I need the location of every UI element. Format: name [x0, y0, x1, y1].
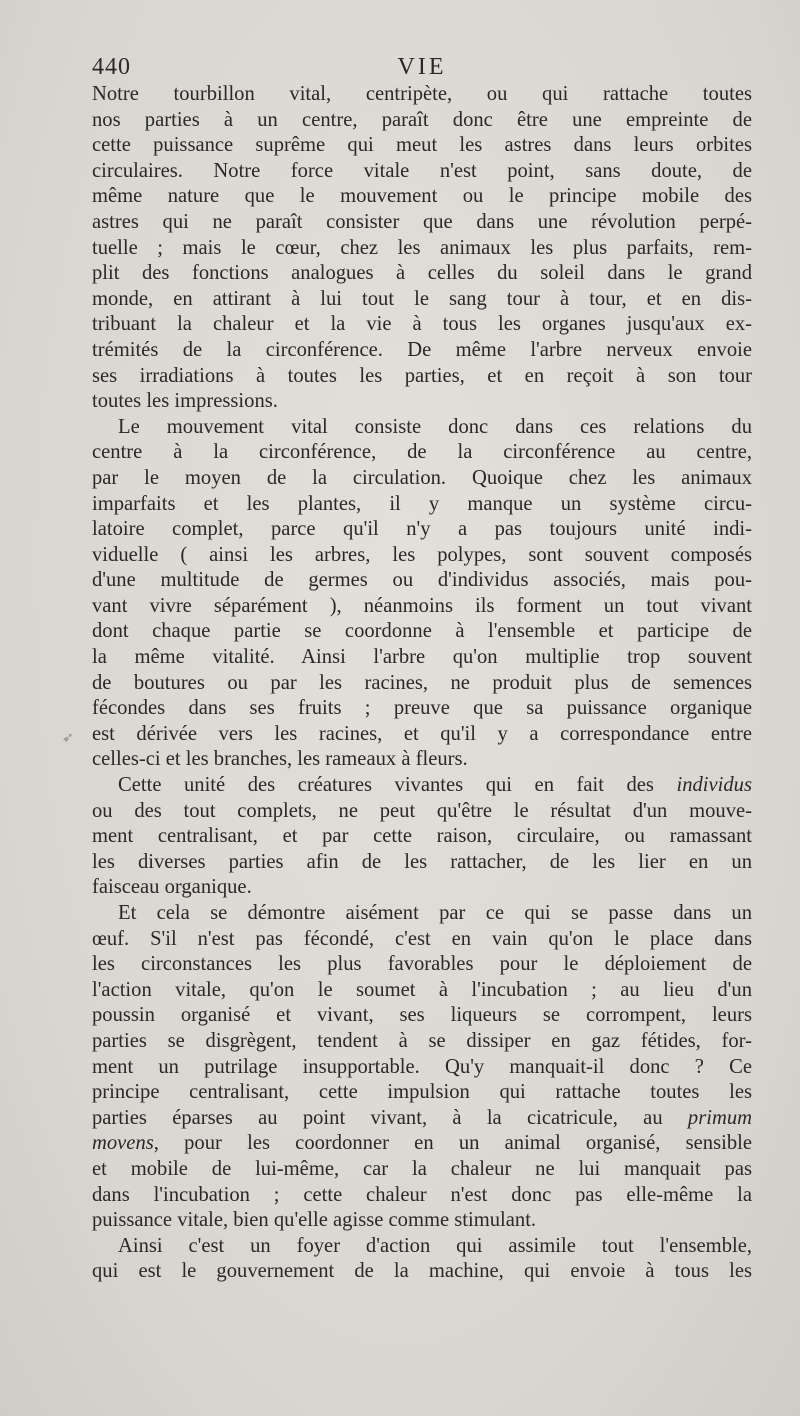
- running-title: VIE: [397, 54, 447, 80]
- text-line: [92, 645, 752, 671]
- line-text: de boutures ou par les racines, ne produit plus de semences: [92, 671, 752, 694]
- text-line: [92, 1208, 752, 1234]
- page-header: [92, 54, 752, 84]
- text-line: [92, 850, 752, 876]
- text-line: [92, 1157, 752, 1183]
- page-number: 440: [92, 54, 131, 80]
- text-line: [92, 1234, 752, 1260]
- line-text: parties se disgrègent, tendent à se dissiper en gaz fétides, for-: [92, 1029, 752, 1052]
- line-text: nos parties à un centre, paraît donc être une empreinte de: [92, 108, 752, 131]
- text-line: [92, 824, 752, 850]
- line-text: poussin organisé et vivant, ses liqueurs se corrompent, leurs: [92, 1004, 752, 1027]
- text-line: [92, 568, 752, 594]
- text-line: [92, 159, 752, 185]
- text-line: [92, 978, 752, 1004]
- text-line: [92, 927, 752, 953]
- text-line: [92, 722, 752, 748]
- text-line: [92, 492, 752, 518]
- line-text: les diverses parties afin de les rattacher, de les lier en un: [92, 850, 752, 873]
- text-line: [92, 619, 752, 645]
- text-line: [92, 466, 752, 492]
- line-text: toutes les impressions.: [92, 390, 278, 413]
- text-line: [92, 261, 752, 287]
- line-text: Cette unité des créatures vivantes qui en fait des: [118, 774, 677, 797]
- line-text: circulaires. Notre force vitale n'est point, sans doute, de: [92, 159, 752, 182]
- line-text: latoire complet, parce qu'il n'y a pas toujours unité indi-: [92, 518, 752, 541]
- margin-annotation-mark: ➶: [62, 730, 74, 746]
- text-line: [92, 415, 752, 441]
- line-text: par le moyen de la circulation. Quoique chez les animaux: [92, 466, 752, 489]
- line-text: d'une multitude de germes ou d'individus associés, mais pou-: [92, 569, 752, 592]
- line-text: parties éparses au point vivant, à la cicatricule, au: [92, 1106, 688, 1129]
- line-text: l'action vitale, qu'on le soumet à l'incubation ; au lieu d'un: [92, 978, 752, 1001]
- text-line: [92, 1003, 752, 1029]
- text-line: [92, 671, 752, 697]
- text-line: [92, 901, 752, 927]
- line-text: fécondes dans ses fruits ; preuve que sa puissance organique: [92, 697, 752, 720]
- text-line: [92, 952, 752, 978]
- line-text: viduelle ( ainsi les arbres, les polypes, sont souvent composés: [92, 543, 752, 566]
- line-text: ses irradiations à toutes les parties, et en reçoit à son tour: [92, 364, 752, 387]
- text-line: [92, 1106, 752, 1132]
- italic-word: movens: [92, 1132, 154, 1155]
- line-text: , pour les coordonner en un animal organisé, sensible: [153, 1132, 752, 1155]
- text-line: [92, 364, 752, 390]
- line-text: Le mouvement vital consiste donc dans ces relations du: [118, 415, 752, 438]
- text-line: [92, 543, 752, 569]
- line-text: vant vivre séparément ), néanmoins ils forment un tout vivant: [92, 594, 752, 617]
- text-line: [92, 1259, 752, 1285]
- line-text: puissance vitale, bien qu'elle agisse comme stimulant.: [92, 1209, 537, 1232]
- text-line: [92, 696, 752, 722]
- line-text: ment un putrilage insupportable. Qu'y manquait-il donc ? Ce: [92, 1055, 752, 1078]
- line-text: dans l'incubation ; cette chaleur n'est donc pas elle-même la: [92, 1183, 752, 1206]
- text-line: [92, 773, 752, 799]
- text-line: [92, 82, 752, 108]
- line-text: astres qui ne paraît consister que dans une révolution perpé-: [92, 210, 752, 233]
- line-text: imparfaits et les plantes, il y manque un système circu-: [92, 492, 752, 515]
- text-line: [92, 747, 752, 773]
- line-text: tribuant la chaleur et la vie à tous les organes jusqu'aux ex-: [92, 313, 752, 336]
- text-line: [92, 1183, 752, 1209]
- text-line: [92, 440, 752, 466]
- text-line: [92, 1055, 752, 1081]
- line-text: centre à la circonférence, de la circonférence au centre,: [92, 441, 752, 464]
- text-line: [92, 287, 752, 313]
- line-text: Notre tourbillon vital, centripète, ou qui rattache toutes: [92, 83, 752, 105]
- text-line: [92, 133, 752, 159]
- line-text: tuelle ; mais le cœur, chez les animaux les plus parfaits, rem-: [92, 236, 752, 259]
- line-text: et mobile de lui-même, car la chaleur ne lui manquait pas: [92, 1157, 752, 1180]
- text-line: [92, 1029, 752, 1055]
- line-text: même nature que le mouvement ou le principe mobile des: [92, 185, 752, 208]
- line-text: Et cela se démontre aisément par ce qui se passe dans un: [118, 902, 752, 924]
- line-text: Ainsi c'est un foyer d'action qui assimile tout l'ensemble,: [118, 1234, 752, 1257]
- line-text: est dérivée vers les racines, et qu'il y a correspondance entre: [92, 722, 752, 745]
- line-text: les circonstances les plus favorables pour le déploiement de: [92, 953, 752, 976]
- line-text: dont chaque partie se coordonne à l'ensemble et participe de: [92, 620, 752, 643]
- line-text: plit des fonctions analogues à celles du soleil dans le grand: [92, 262, 752, 285]
- line-text: ou des tout complets, ne peut qu'être le résultat d'un mouve-: [92, 799, 752, 822]
- text-line: [92, 1080, 752, 1106]
- text-line: [92, 799, 752, 825]
- text-line: [92, 389, 752, 415]
- text-line: [92, 236, 752, 262]
- body-text: [92, 82, 752, 1285]
- line-text: la même vitalité. Ainsi l'arbre qu'on multiplie trop souvent: [92, 646, 752, 669]
- line-text: cette puissance suprême qui meut les astres dans leurs orbites: [92, 134, 752, 157]
- text-line: [92, 594, 752, 620]
- line-text: ment centralisant, et par cette raison, circulaire, ou ramassant: [92, 825, 752, 848]
- line-text: trémités de la circonférence. De même l'arbre nerveux envoie: [92, 338, 752, 361]
- text-line: [92, 184, 752, 210]
- line-text: qui est le gouvernement de la machine, qui envoie à tous les: [92, 1260, 752, 1283]
- text-line: [92, 312, 752, 338]
- text-line: [92, 517, 752, 543]
- line-text: celles-ci et les branches, les rameaux à fleurs.: [92, 748, 468, 771]
- text-line: [92, 338, 752, 364]
- line-text: principe centralisant, cette impulsion qui rattache toutes les: [92, 1081, 752, 1104]
- text-line: [92, 108, 752, 134]
- line-text: œuf. S'il n'est pas fécondé, c'est en vain qu'on le place dans: [92, 927, 752, 950]
- italic-word: individus: [676, 774, 752, 797]
- text-line: [92, 875, 752, 901]
- text-line: [92, 1131, 752, 1157]
- italic-word: primum: [687, 1106, 752, 1129]
- line-text: faisceau organique.: [92, 876, 252, 899]
- line-text: monde, en attirant à lui tout le sang tour à tour, et en dis-: [92, 287, 752, 310]
- text-line: [92, 210, 752, 236]
